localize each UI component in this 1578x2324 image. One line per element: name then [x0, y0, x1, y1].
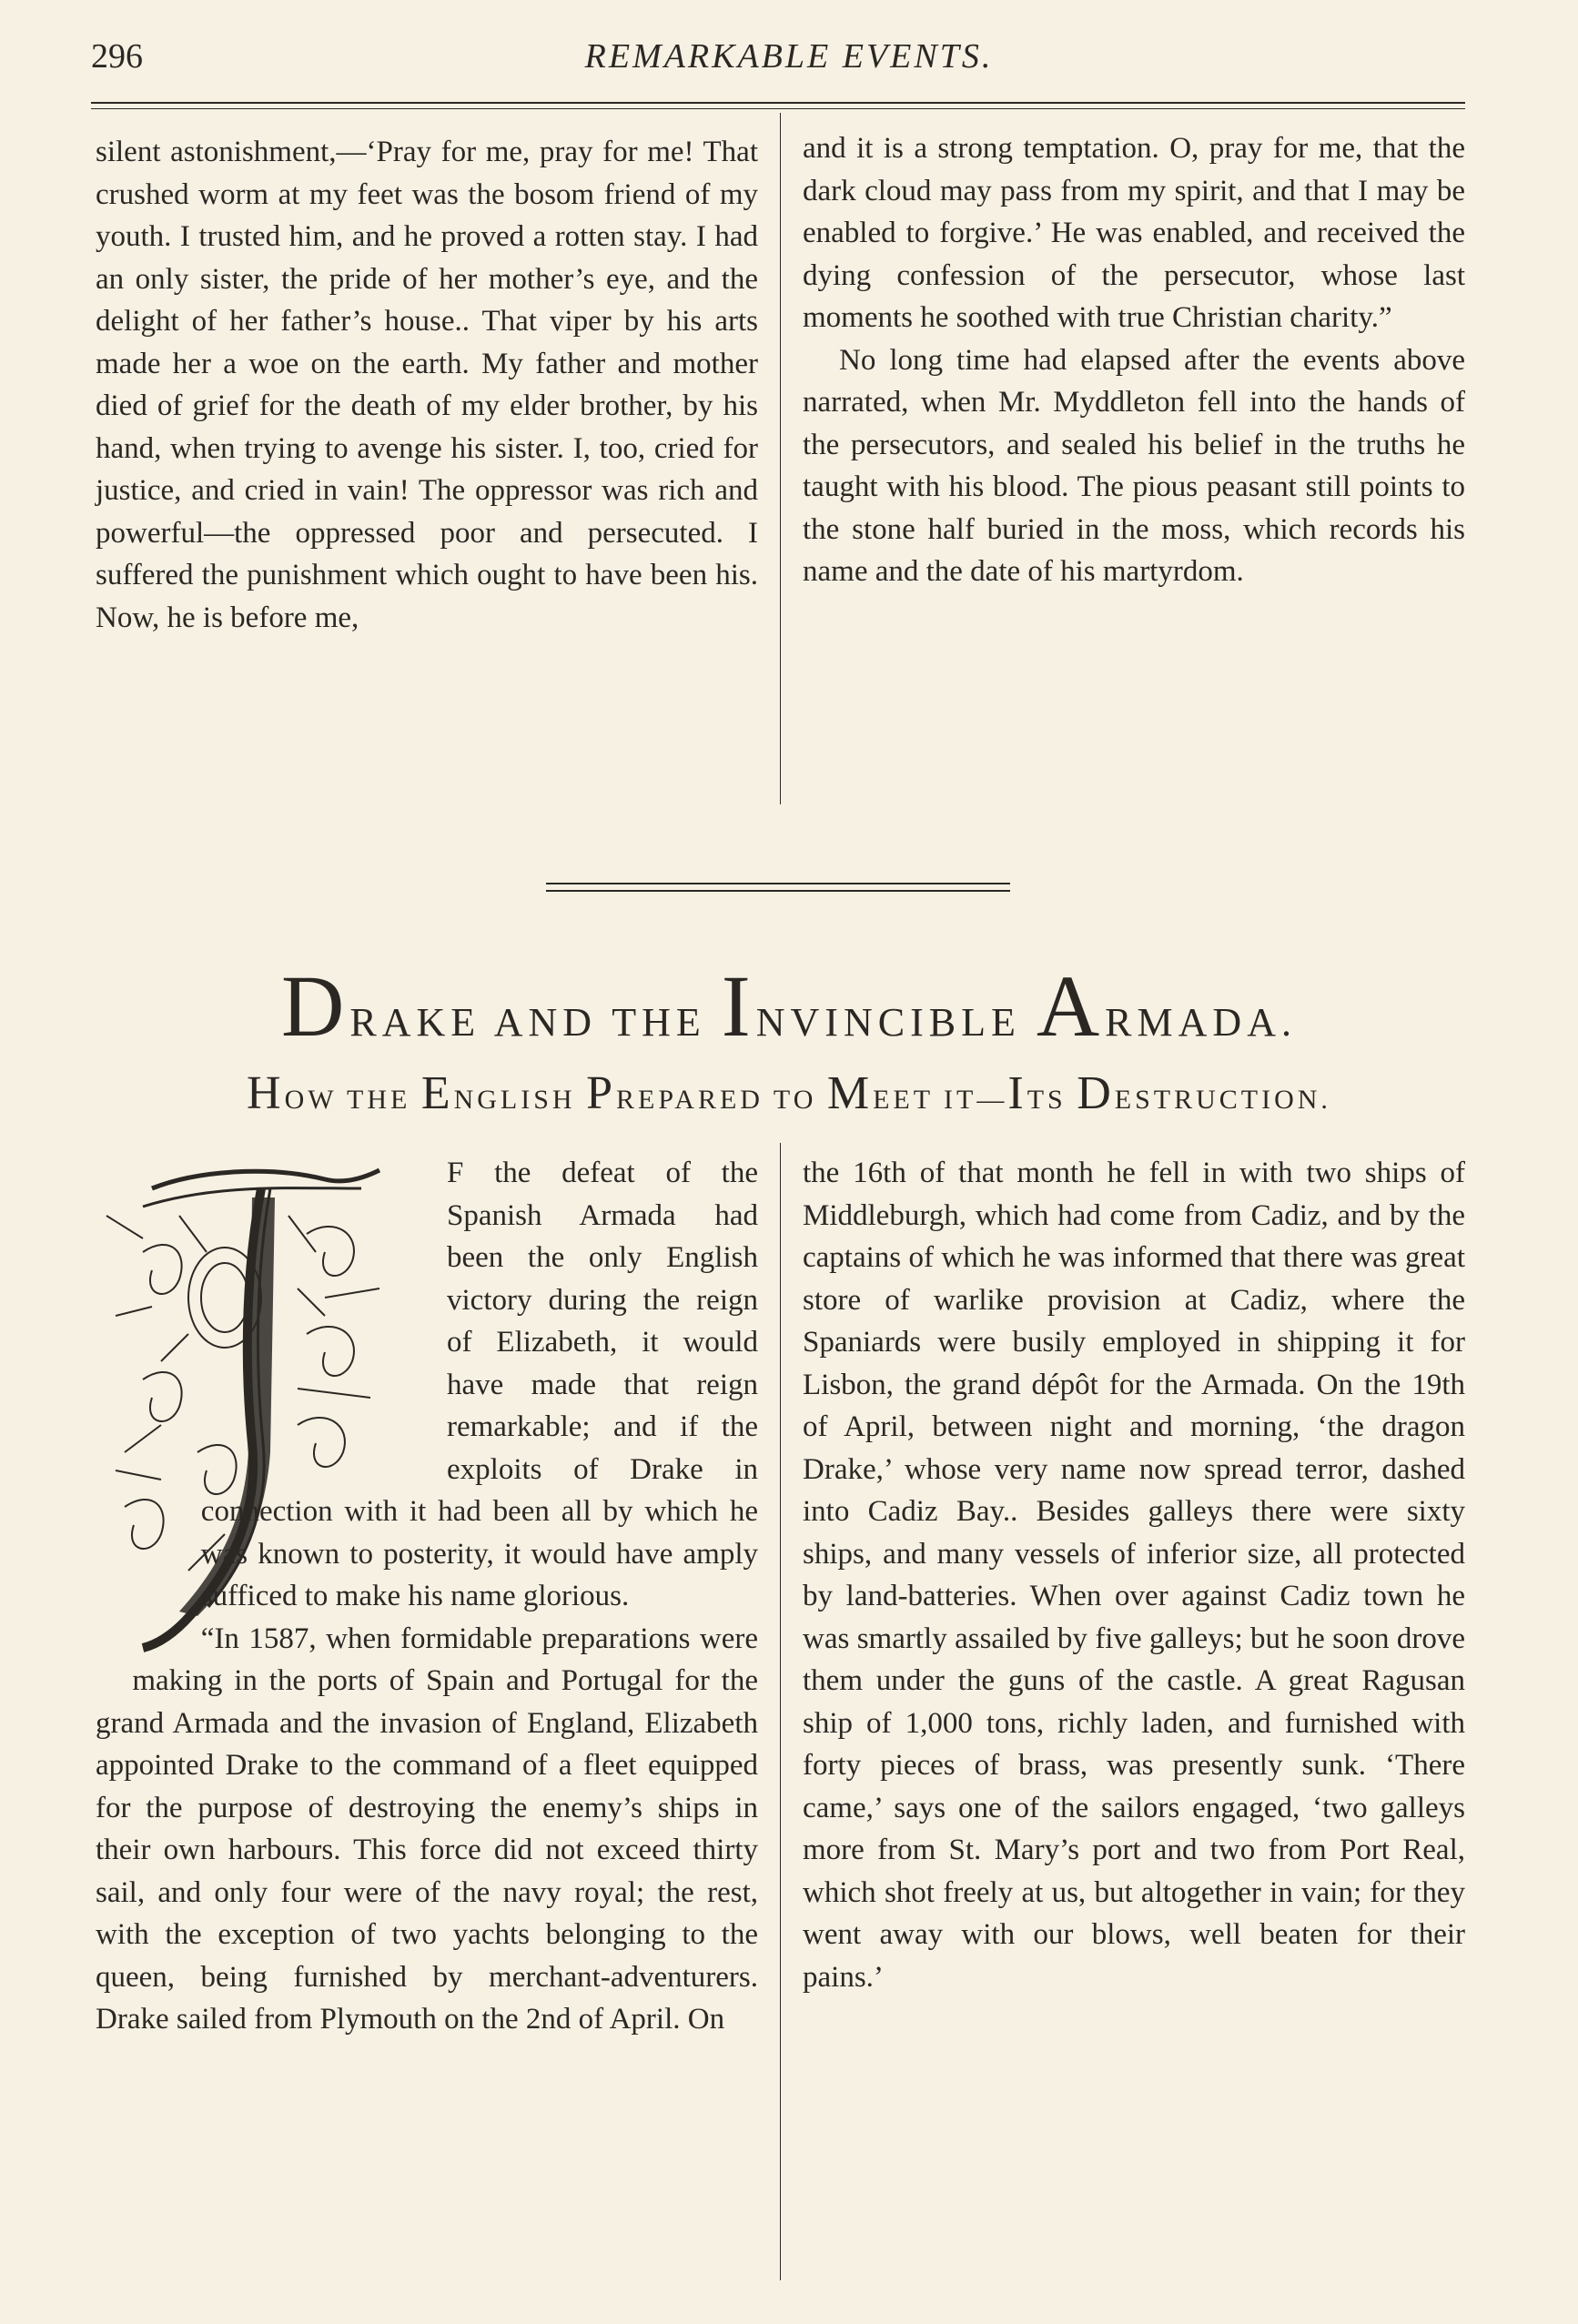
title-initial: I	[721, 957, 756, 1055]
paragraph: No long time had elapsed after the events above narrated, when Mr. Myddleton fell into the hands of the persecutors, and sealed his belief in the truths he taught with his blood. The pious peasant still points to the stone half buried in the moss, which records his name and the date of his martyrdom.	[803, 343, 1465, 588]
subtitle-text: OW THE	[284, 1085, 421, 1115]
title-text: RAKE AND THE	[349, 1000, 722, 1045]
top-right-column	[803, 127, 1465, 593]
article-subtitle	[0, 1066, 1578, 1120]
subtitle-text: EET IT—	[873, 1085, 1008, 1115]
column-divider-top	[780, 113, 781, 804]
subtitle-initial: D	[1077, 1067, 1115, 1119]
article-right-column	[803, 1152, 1465, 1998]
title-text: NVINCIBLE	[755, 1000, 1037, 1045]
top-left-column	[96, 131, 758, 639]
title-text: RMADA.	[1105, 1000, 1297, 1045]
paragraph: the 16th of that month he fell in with two ships of Middleburgh, which had come from Cadiz, and by the captains of which he was informed that there was great store of warlike provision at Cadiz, where the Spaniards were busily employed in shipping it for Lisbon, the grand dépôt for the Armada. On the 19th of April, between night and morning, ‘the dragon Drake,’ whose very name now spread terror, dashed into Cadiz Bay.. Besides galleys there were sixty ships, and many vessels of inferior size, all protected by land-batteries. When over against Cadiz town he was smartly assailed by five galleys; but he soon drove them under the guns of the castle. A great Ragusan ship of 1,000 tons, richly laden, and furnished with forty pieces of brass, was presently sunk. ‘There came,’ says one of the sailors engaged, ‘two galleys more from St. Mary’s port and two from Port Real, which shot freely at us, but altogether in vain; for they went away with our blows, well beaten for their pains.’	[803, 1157, 1465, 1994]
title-initial: A	[1036, 957, 1106, 1055]
subtitle-initial: P	[586, 1067, 617, 1119]
column-divider-bottom	[780, 1143, 781, 2280]
header-rule	[91, 102, 1465, 104]
subtitle-text: NGLISH	[453, 1085, 587, 1115]
paragraph: F the defeat of the Spanish Armada had been the only English victory during the reign of Elizabeth, it would have made that reign remarkable; and if the exploits of Drake in connection with it had been all by which he was known to posterity, it would have amply sufficed to make his name glorious.	[200, 1157, 758, 1612]
subtitle-text: ESTRUCTION.	[1114, 1085, 1331, 1115]
paragraph: silent astonishment,—‘Pray for me, pray for me! That crushed worm at my feet was the bosom friend of my youth. I trusted him, and he proved a rotten stay. I had an only sister, the pride of her mother’s eye, and the delight of her father’s house.. That viper by his arts made her a woe on the earth. My father and mother died of grief for the death of my elder brother, by his hand, when trying to avenge his sister. I, too, cried for justice, and cried in vain! The oppressor was rich and powerful—the oppressed poor and persecuted. I suffered the punishment which ought to have been his. Now, he is before me,	[96, 136, 758, 634]
subtitle-initial: I	[1007, 1067, 1027, 1119]
subtitle-text: REPARED TO	[616, 1085, 827, 1115]
article-title	[0, 955, 1578, 1056]
paragraph: and it is a strong temptation. O, pray for me, that the dark cloud may pass from my spirit, and that I may be enabled to forgive.’ He was enabled, and received the dying confession of the persecutor, whose last moments he soothed with true Christian charity.”	[803, 132, 1465, 334]
subtitle-text: TS	[1027, 1085, 1077, 1115]
header-rule-thin	[91, 108, 1465, 109]
subtitle-initial: H	[247, 1067, 285, 1119]
article-left-column	[96, 1152, 758, 2041]
section-separator	[546, 883, 1010, 884]
page-number: 296	[91, 37, 143, 76]
paragraph: “In 1587, when formidable preparations were making in the ports of Spain and Portugal for the grand Armada and the invasion of England, Elizabeth appointed Drake to the command of a fleet equipped for the purpose of destroying the enemy’s ships in their own harbours. This force did not exceed thirty sail, and only four were of the navy royal; the rest, with the exception of two yachts belonging to the queen, being furnished by merchant-adventurers. Drake sailed from Plymouth on the 2nd of April. On	[96, 1622, 758, 2036]
running-head: REMARKABLE EVENTS.	[584, 37, 994, 76]
subtitle-initial: E	[420, 1067, 454, 1119]
section-separator-2	[546, 890, 1010, 892]
title-initial: D	[281, 957, 350, 1055]
subtitle-initial: M	[826, 1067, 874, 1119]
